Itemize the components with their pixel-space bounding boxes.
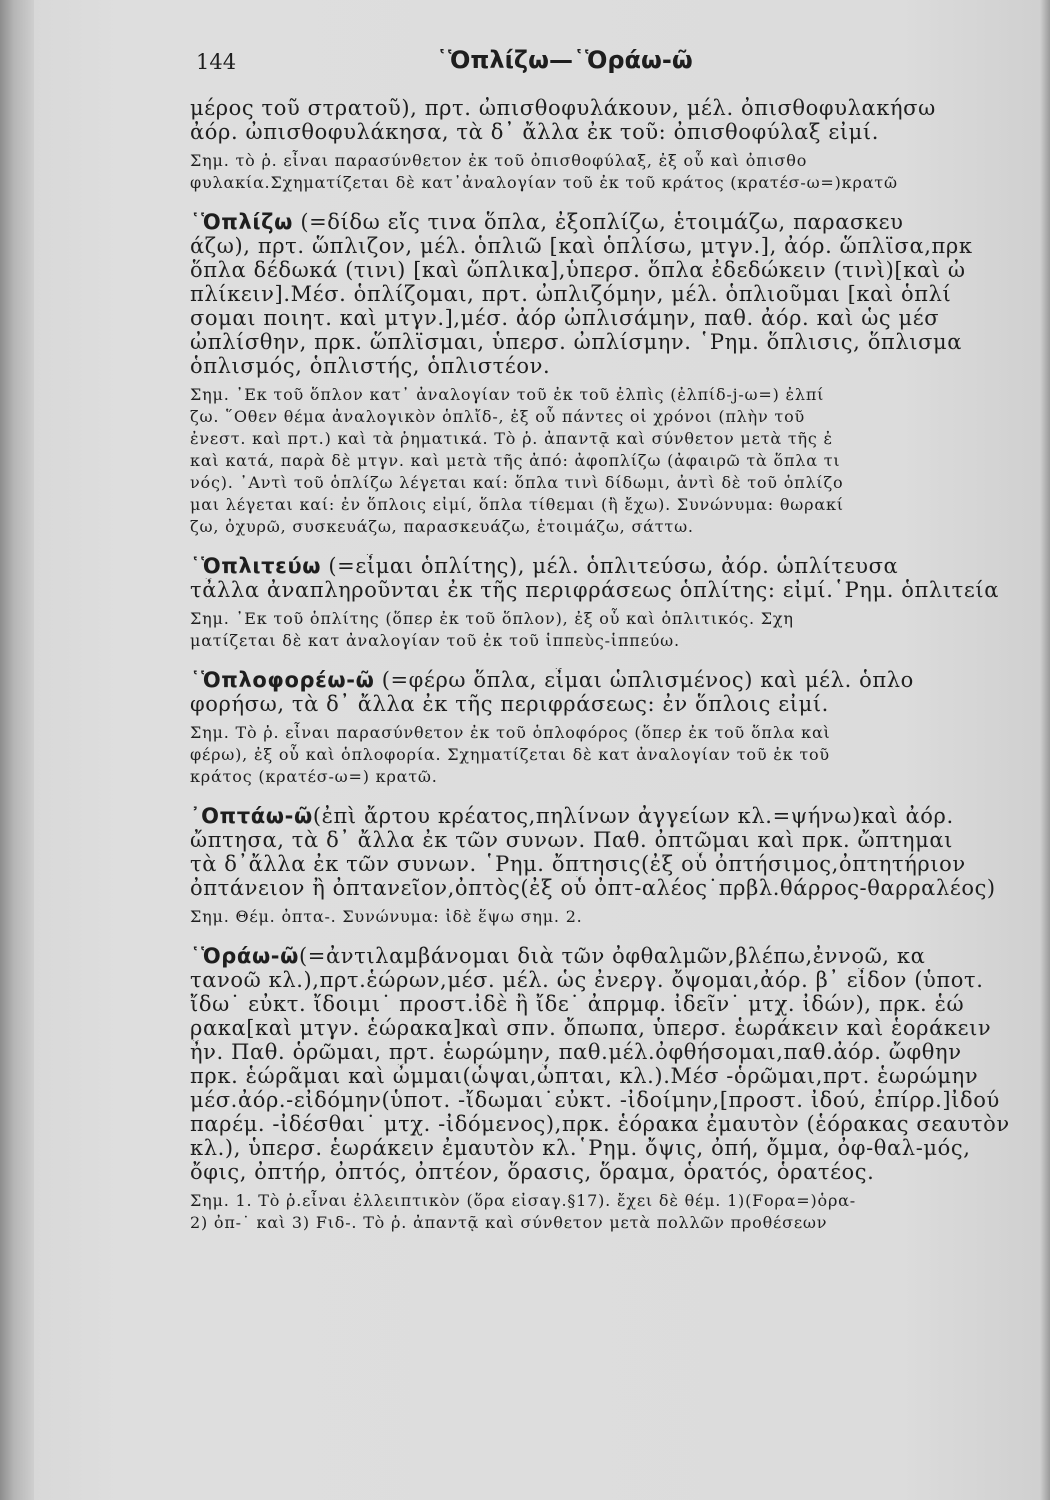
note-line: Σημ. Θέμ. ὀπτα-. Συνώνυμα: ἰδὲ ἕψω σημ. 2.	[190, 907, 583, 926]
page-number: 144	[196, 50, 237, 74]
text-line: ὀπτάνειον ἢ ὀπτανεῖον,ὀπτὸς(ἐξ οὗ ὀπτ-αλέος˙πρβλ.θάρρος-θαρραλέος)	[190, 876, 996, 900]
note-line: νός). ᾽Αντὶ τοῦ ὁπλίζω λέγεται καί: ὅπλα τινὶ δίδωμι, ἀντὶ δὲ τοῦ ὁπλίζο	[190, 473, 844, 492]
text-line: ὁπλισμός, ὁπλιστής, ὁπλιστέον.	[190, 354, 551, 378]
note-line: ματίζεται δὲ κατ ἀναλογίαν τοῦ ἐκ τοῦ ἱππεὺς-ἱππεύω.	[190, 631, 680, 650]
text-line: ρακα[καὶ μτγν. ἑώρακα]καὶ σπν. ὄπωπα, ὑπερσ. ἑωράκειν καὶ ἑοράκειν	[190, 1016, 992, 1040]
note-line: καὶ κατά, παρὰ δὲ μτγν. καὶ μετὰ τῆς ἀπό: ἀφοπλίζω (ἀφαιρῶ τὰ ὅπλα τι	[190, 451, 841, 470]
text-line: τὰ δ᾽ἄλλα ἐκ τῶν συνων. ῾Ρημ. ὄπτησις(ἐξ οὗ ὀπτήσιμος,ὀπτητήριον	[190, 852, 966, 876]
entry-first-line	[190, 210, 1048, 234]
note-line: ἐνεστ. καὶ πρτ.) καὶ τὰ ῥηματικά. Τὸ ῥ. ἀπαντᾷ καὶ σύνθετον μετὰ τῆς ἐ	[190, 429, 833, 448]
text-line: ὅπλα δέδωκά (τινι) [καὶ ὥπλικα],ὑπερσ. ὅπλα ἐδεδώκειν (τινὶ)[καὶ ὠ	[190, 258, 966, 282]
text-line: πλίκειν].Μέσ. ὁπλίζομαι, πρτ. ὠπλιζόμην, μέλ. ὁπλιοῦμαι [καὶ ὁπλί	[190, 282, 952, 306]
text-line: μέρος τοῦ στρατοῦ), πρτ. ὠπισθοφυλάκουν, μέλ. ὀπισθοφυλακήσω	[190, 96, 936, 120]
entry-definition: (=εἶμαι ὁπλίτης), μέλ. ὁπλιτεύσω, ἀόρ. ὡπλίτευσα	[321, 554, 899, 578]
entry-definition: (=δίδω εἴς τινα ὅπλα, ἐξοπλίζω, ἑτοιμάζω, παρασκευ	[293, 210, 904, 234]
entry-first-line	[190, 668, 1048, 692]
dictionary-entry	[190, 944, 1048, 1184]
note-block	[190, 722, 1048, 788]
note-line: κράτος (κρατέσ-ω=) κρατῶ.	[190, 767, 438, 786]
text-line: ἴδω˙ εὐκτ. ἴδοιμι˙ προστ.ἰδὲ ἢ ἴδε˙ ἀπρμφ. ἰδεῖν˙ μτχ. ἰδών), πρκ. ἑώ	[190, 992, 965, 1016]
book-binding-shadow	[0, 0, 34, 1500]
entry-headword: ῾Ὁπλοφορέω-ῶ	[190, 668, 375, 692]
dictionary-entry	[190, 554, 1048, 602]
text-line: ὄφις, ὀπτήρ, ὀπτός, ὀπτέον, ὅρασις, ὅραμα, ὁρατός, ὁρατέος.	[190, 1160, 875, 1184]
entry-headword: ῾Ὁράω-ῶ	[190, 944, 299, 968]
note-block	[190, 1190, 1048, 1234]
dictionary-body	[190, 96, 1048, 1486]
text-line: κλ.), ὑπερσ. ἑωράκειν ἐμαυτὸν κλ.῾Ρημ. ὄψις, ὀπή, ὄμμα, ὀφ-θαλ-μός,	[190, 1136, 971, 1160]
note-line: ζω, ὀχυρῶ, συσκευάζω, παρασκευάζω, ἑτοιμάζω, σάττω.	[190, 517, 694, 536]
entry-first-line	[190, 554, 1048, 578]
entry-headword: ῾Ὁπλιτεύω	[190, 554, 322, 578]
entry-definition: (=ἀντιλαμβάνομαι διὰ τῶν ὀφθαλμῶν,βλέπω,ἐννοῶ, κα	[298, 944, 926, 968]
note-line: Σημ. ᾽Εκ τοῦ ὅπλον κατ᾽ ἀναλογίαν τοῦ ἐκ τοῦ ἐλπὶς (ἐλπίδ-j-ω=) ἐλπί	[190, 385, 825, 404]
page-header	[0, 46, 1050, 86]
note-block	[190, 384, 1048, 538]
note-block	[190, 906, 1048, 928]
note-line: Σημ. Τὸ ῥ. εἶναι παρασύνθετον ἐκ τοῦ ὁπλοφόρος (ὅπερ ἐκ τοῦ ὅπλα καὶ	[190, 723, 831, 742]
note-line: ζω. ῞Οθεν θέμα ἀναλογικὸν ὁπλἴδ-, ἐξ οὗ πάντες οἱ χρόνοι (πλὴν τοῦ	[190, 407, 806, 426]
running-title: ῾Ὁπλίζω—῾Ὁράω-ῶ	[436, 46, 693, 74]
text-line: άζω), πρτ. ὥπλιζον, μέλ. ὁπλιῶ [καὶ ὁπλίσω, μτγν.], ἀόρ. ὥπλϊσα,πρκ	[190, 234, 973, 258]
note-line: Σημ. 1. Τὸ ῥ.εἶναι ἐλλειπτικὸν (ὅρα εἰσαγ.§17). ἔχει δὲ θέμ. 1)(Fορα=)ὁρα-	[190, 1191, 856, 1210]
entry-definition: (ἐπὶ ἄρτου κρέατος,πηλίνων ἀγγείων κλ.=ψήνω)καὶ ἀόρ.	[312, 804, 954, 828]
text-line: πρκ. ἑώρᾶμαι καὶ ὦμμαι(ὦψαι,ὦπται, κλ.).Μέσ -ὁρῶμαι,πρτ. ἑωρώμην	[190, 1064, 979, 1088]
dictionary-entry	[190, 668, 1048, 716]
entry-headword: ῾Ὁπλίζω	[190, 210, 294, 234]
dictionary-entry	[190, 210, 1048, 378]
text-line: ἦν. Παθ. ὁρῶμαι, πρτ. ἑωρώμην, παθ.μέλ.ὀφθήσομαι,παθ.ἀόρ. ὤφθην	[190, 1040, 962, 1064]
text-line: ὤπτησα, τὰ δ᾽ ἄλλα ἐκ τῶν συνων. Παθ. ὀπτῶμαι καὶ πρκ. ὤπτημαι	[190, 828, 953, 852]
note-line: Σημ. τὸ ῥ. εἶναι παρασύνθετον ἐκ τοῦ ὀπισθοφύλαξ, ἐξ οὗ καὶ ὀπισθο	[190, 151, 808, 170]
text-line: τἆλλα ἀναπληροῦνται ἐκ τῆς περιφράσεως ὁπλίτης: εἰμί.῾Ρημ. ὁπλιτεία	[190, 578, 999, 602]
entry-first-line	[190, 944, 1048, 968]
note-line: Σημ. ᾽Εκ τοῦ ὁπλίτης (ὅπερ ἐκ τοῦ ὅπλον), ἐξ οὗ καὶ ὁπλιτικός. Σχη	[190, 609, 794, 628]
text-line: μέσ.ἀόρ.-εἰδόμην(ὑποτ. -ἴδωμαι˙εὐκτ. -ἰδοίμην,[προστ. ἰδού, ἐπίρρ.]ἰδού	[190, 1088, 1000, 1112]
entry-headword: ᾽Οπτάω-ῶ	[190, 804, 313, 828]
note-line: μαι λέγεται καί: ἐν ὅπλοις εἰμί, ὅπλα τίθεμαι (ἢ ἔχω). Συνώνυμα: θωρακί	[190, 495, 844, 514]
note-line: 2) ὀπ-˙ καὶ 3) Fιδ-. Τὸ ῥ. ἀπαντᾷ καὶ σύνθετον μετὰ πολλῶν προθέσεων	[190, 1213, 828, 1232]
text-line: ἀόρ. ὠπισθοφυλάκησα, τὰ δ᾽ ἄλλα ἐκ τοῦ: ὀπισθοφύλαξ εἰμί.	[190, 120, 880, 144]
text-line: ὠπλίσθην, πρκ. ὥπλϊσμαι, ὑπερσ. ὠπλίσμην. ῾Ρημ. ὅπλισις, ὅπλισμα	[190, 330, 963, 354]
text-line: σομαι ποιητ. καὶ μτγν.],μέσ. ἀόρ ὠπλισάμην, παθ. ἀόρ. καὶ ὡς μέσ	[190, 306, 940, 330]
note-block	[190, 150, 1048, 194]
note-line: φέρω), ἐξ οὗ καὶ ὁπλοφορία. Σχηματίζεται δὲ κατ ἀναλογίαν τοῦ ἐκ τοῦ	[190, 745, 830, 764]
entry-first-line	[190, 804, 1048, 828]
note-block	[190, 608, 1048, 652]
continued-text	[190, 96, 1048, 144]
note-line: φυλακία.Σχηματίζεται δὲ κατ᾽ἀναλογίαν τοῦ ἐκ τοῦ κράτος (κρατέσ-ω=)κρατῶ	[190, 173, 898, 192]
text-line: παρέμ. -ἰδέσθαι˙ μτχ. -ἰδόμενος),πρκ. ἑόρακα ἐμαυτὸν (ἑόρακας σεαυτὸν	[190, 1112, 1010, 1136]
text-line: τανοῶ κλ.),πρτ.ἑώρων,μέσ. μέλ. ὡς ἐνεργ. ὄψομαι,ἀόρ. β᾽ εἶδον (ὑποτ.	[190, 968, 984, 992]
entry-definition: (=φέρω ὅπλα, εἶμαι ὡπλισμένος) καὶ μέλ. ὁπλο	[374, 668, 914, 692]
text-line: φορήσω, τὰ δ᾽ ἄλλα ἐκ τῆς περιφράσεως: ἐν ὅπλοις εἰμί.	[190, 692, 829, 716]
dictionary-entry	[190, 804, 1048, 900]
